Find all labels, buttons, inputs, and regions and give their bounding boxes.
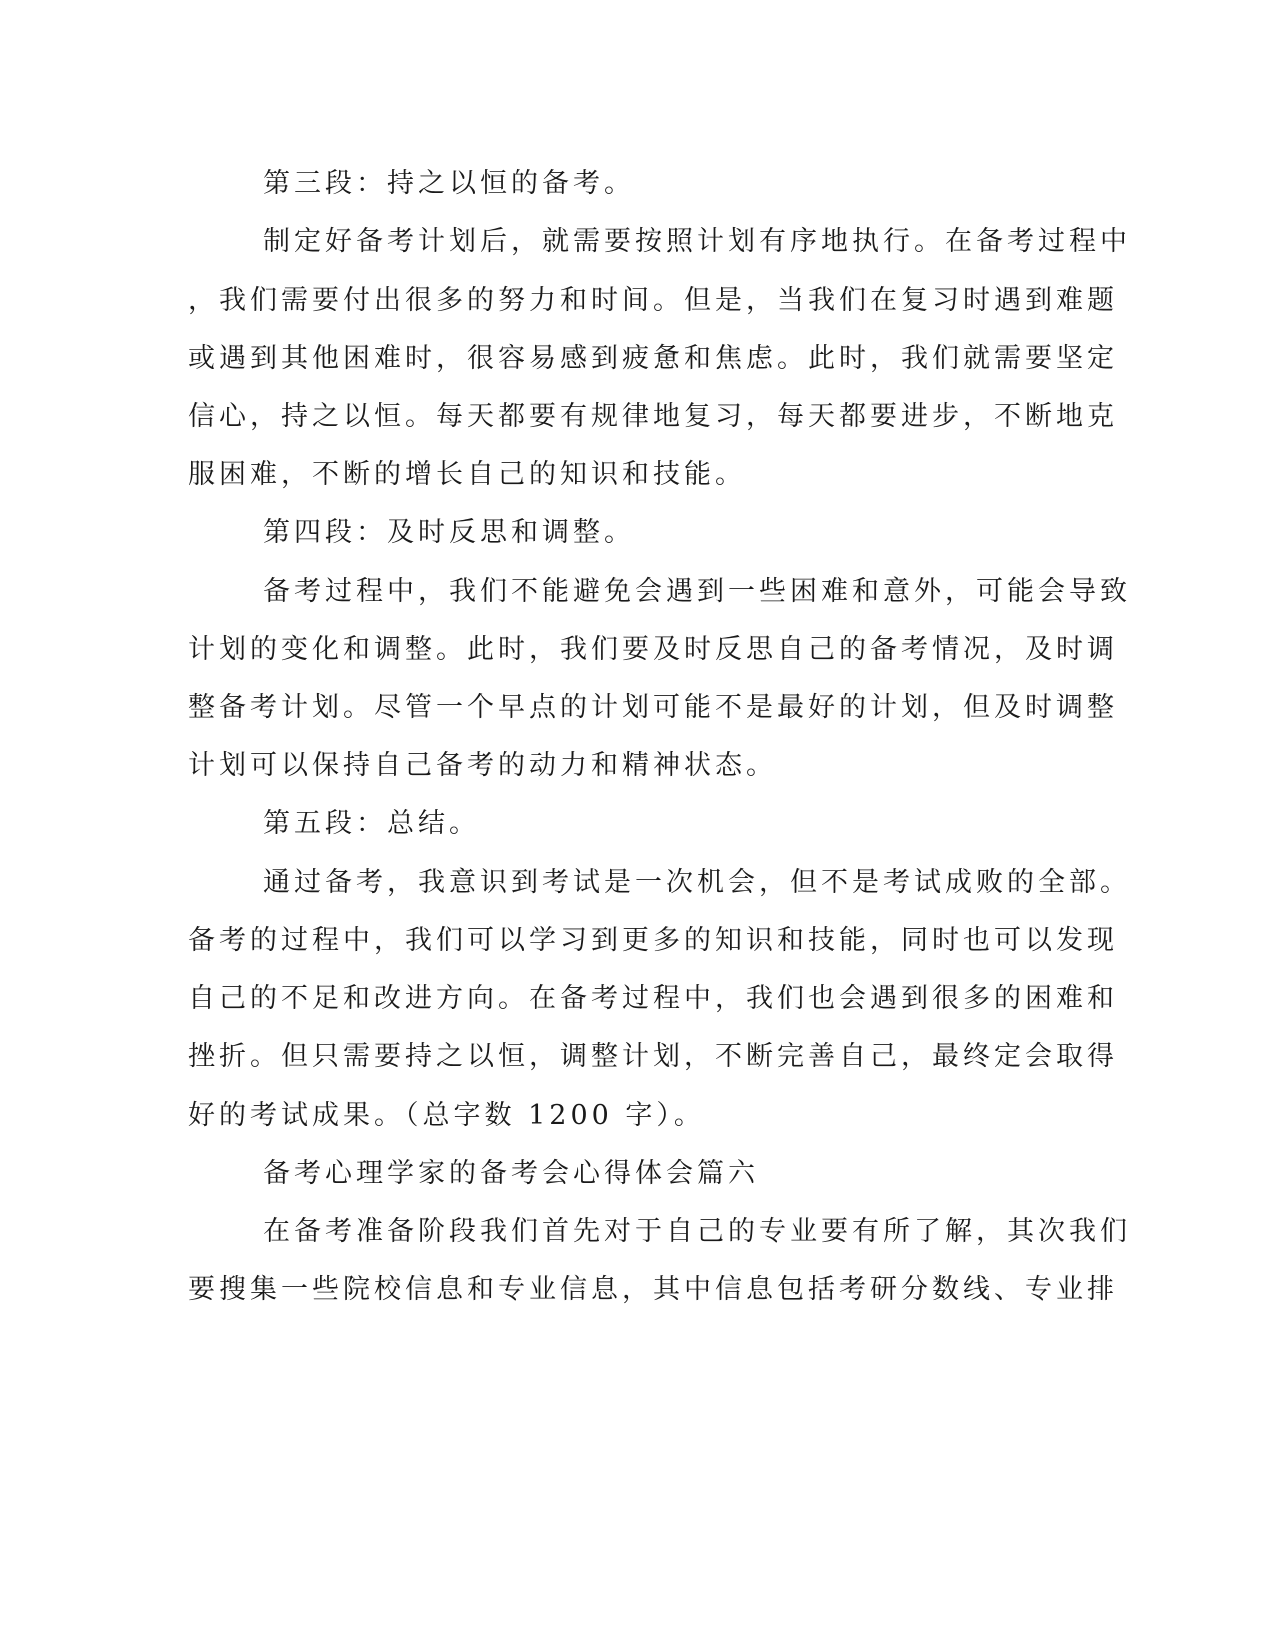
paragraph-line: ，我们需要付出很多的努力和时间。但是，当我们在复习时遇到难题 [188,285,1118,316]
paragraph-line: 计划的变化和调整。此时，我们要及时反思自己的备考情况，及时调 [188,634,1118,665]
article-title-6: 备考心理学家的备考会心得体会篇六 [263,1158,759,1189]
paragraph-line: 自己的不足和改进方向。在备考过程中，我们也会遇到很多的困难和 [188,983,1118,1014]
paragraph-line: 服困难，不断的增长自己的知识和技能。 [188,459,746,490]
paragraph-line: 备考过程中，我们不能避免会遇到一些困难和意外，可能会导致 [263,576,1131,607]
section-heading-5: 第五段：总结。 [263,808,480,839]
paragraph-line: 整备考计划。尽管一个早点的计划可能不是最好的计划，但及时调整 [188,692,1118,723]
paragraph-line: 制定好备考计划后，就需要按照计划有序地执行。在备考过程中 [263,226,1131,257]
section-heading-4: 第四段：及时反思和调整。 [263,517,635,548]
paragraph-line: 好的考试成果。（总字数 1200 字）。 [188,1100,705,1131]
paragraph-line: 挫折。但只需要持之以恒，调整计划，不断完善自己，最终定会取得 [188,1041,1118,1072]
paragraph-line: 要搜集一些院校信息和专业信息，其中信息包括考研分数线、专业排 [188,1274,1118,1305]
paragraph-line: 或遇到其他困难时，很容易感到疲惫和焦虑。此时，我们就需要坚定 [188,343,1118,374]
paragraph-line: 在备考准备阶段我们首先对于自己的专业要有所了解，其次我们 [263,1216,1131,1247]
paragraph-line: 信心，持之以恒。每天都要有规律地复习，每天都要进步，不断地克 [188,401,1118,432]
section-heading-3: 第三段：持之以恒的备考。 [263,168,635,199]
paragraph-line: 备考的过程中，我们可以学习到更多的知识和技能，同时也可以发现 [188,925,1118,956]
paragraph-line: 通过备考，我意识到考试是一次机会，但不是考试成败的全部。 [263,867,1131,898]
paragraph-line: 计划可以保持自己备考的动力和精神状态。 [188,750,777,781]
